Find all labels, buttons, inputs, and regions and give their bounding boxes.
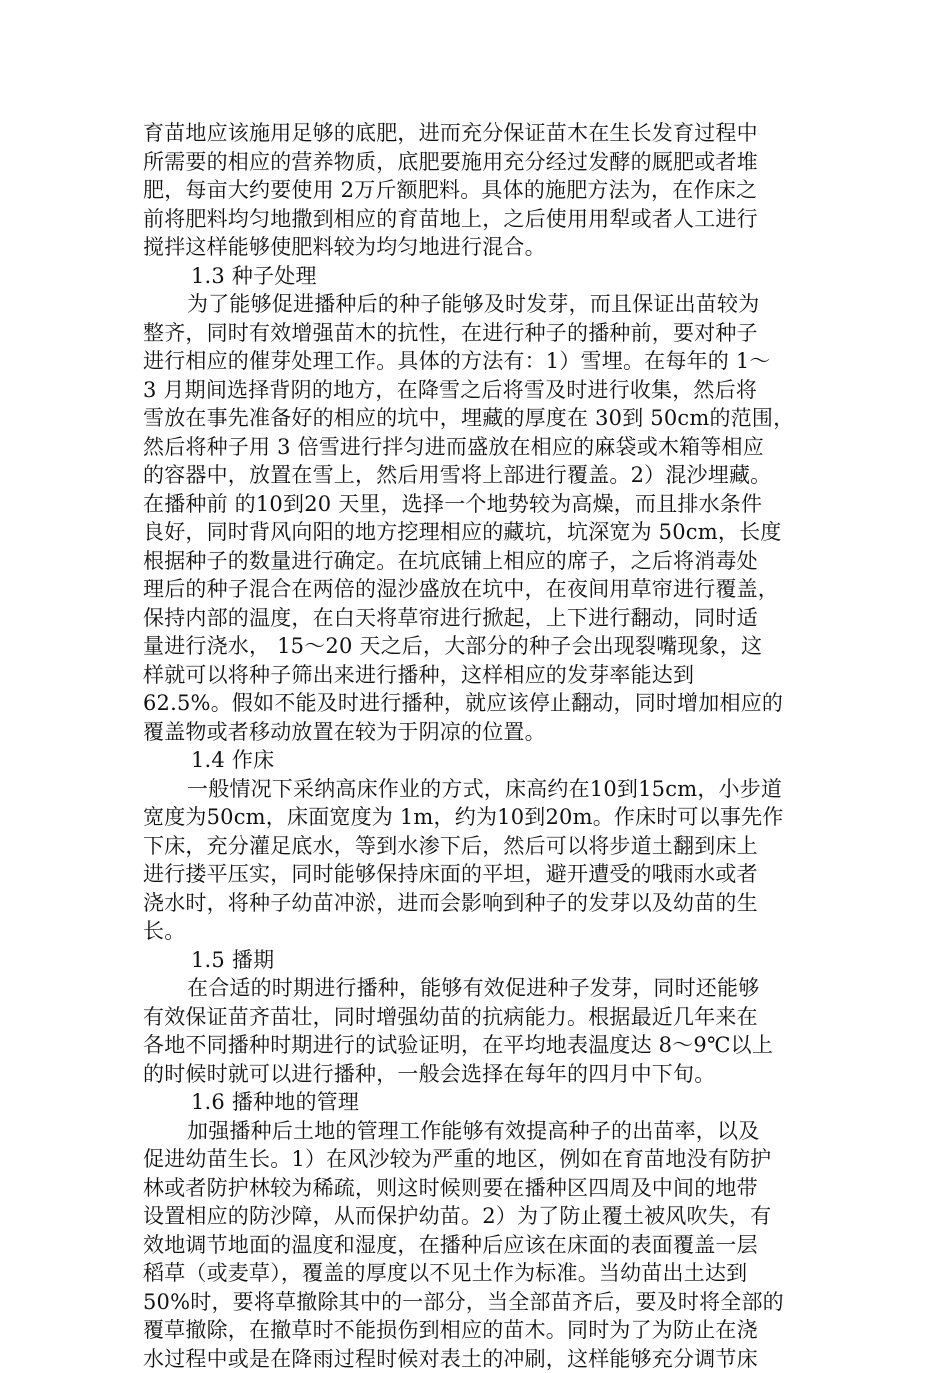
- text-line: 的时候时就可以进行播种，一般会选择在每年的四月中下旬。: [143, 1060, 811, 1089]
- text-line: 搅拌这样能够使肥料较为均匀地进行混合。: [143, 233, 811, 262]
- text-line: 62.5%。假如不能及时进行播种，就应该停止翻动，同时增加相应的: [143, 689, 811, 718]
- text-line: 肥，每亩大约要使用 2万斤额肥料。具体的施肥方法为，在作床之: [143, 176, 811, 205]
- section-heading: 1.3 种子处理: [143, 262, 811, 291]
- text-line: 良好，同时背风向阳的地方挖理相应的藏坑，坑深宽为 50cm，长度: [143, 518, 811, 547]
- paragraph-first-line: 一般情况下采纳高床作业的方式，床高约在10到15cm，小步道: [143, 775, 811, 804]
- text-line: 宽度为50cm，床面宽度为 1m，约为10到20m。作床时可以事先作: [143, 803, 811, 832]
- text-line: 进行搂平压实，同时能够保持床面的平坦，避开遭受的哦雨水或者: [143, 860, 811, 889]
- text-line: 50%时，要将草撤除其中的一部分，当全部苗齐后，要及时将全部的: [143, 1288, 811, 1317]
- text-line: 育苗地应该施用足够的底肥，进而充分保证苗木在生长发育过程中: [143, 119, 811, 148]
- text-line: 所需要的相应的营养物质，底肥要施用充分经过发酵的厩肥或者堆: [143, 148, 811, 177]
- text-line: 保持内部的温度，在白天将草帘进行掀起，上下进行翻动，同时适: [143, 604, 811, 633]
- text-line: 理后的种子混合在两倍的湿沙盛放在坑中，在夜间用草帘进行覆盖，: [143, 575, 811, 604]
- text-line: 下床，充分灌足底水，等到水渗下后，然后可以将步道土翻到床上: [143, 832, 811, 861]
- section-heading: 1.5 播期: [143, 946, 811, 975]
- text-line: 各地不同播种时期进行的试验证明，在平均地表温度达 8～9℃以上: [143, 1031, 811, 1060]
- text-line: 根据种子的数量进行确定。在坑底铺上相应的席子，之后将消毒处: [143, 547, 811, 576]
- text-line: 水过程中或是在降雨过程时候对表土的冲刷，这样能够充分调节床: [143, 1345, 811, 1373]
- paragraph-first-line: 在合适的时期进行播种，能够有效促进种子发芽，同时还能够: [143, 974, 811, 1003]
- text-line: 3 月期间选择背阴的地方，在降雪之后将雪及时进行收集，然后将: [143, 376, 811, 405]
- text-line: 然后将种子用 3 倍雪进行拌匀进而盛放在相应的麻袋或木箱等相应: [143, 433, 811, 462]
- text-line: 设置相应的防沙障，从而保护幼苗。2）为了防止覆土被风吹失，有: [143, 1202, 811, 1231]
- section-heading: 1.4 作床: [143, 746, 811, 775]
- text-line: 覆盖物或者移动放置在较为于阴凉的位置。: [143, 718, 811, 747]
- text-line: 整齐，同时有效增强苗木的抗性，在进行种子的播种前，要对种子: [143, 319, 811, 348]
- text-line: 林或者防护林较为稀疏，则这时候则要在播种区四周及中间的地带: [143, 1174, 811, 1203]
- text-line: 浇水时，将种子幼苗冲淤，进而会影响到种子的发芽以及幼苗的生: [143, 889, 811, 918]
- text-line: 促进幼苗生长。1）在风沙较为严重的地区，例如在育苗地没有防护: [143, 1145, 811, 1174]
- text-line: 前将肥料均匀地撒到相应的育苗地上，之后使用用犁或者人工进行: [143, 205, 811, 234]
- document-body: [143, 119, 811, 1373]
- text-line: 量进行浇水， 15～20 天之后，大部分的种子会出现裂嘴现象，这: [143, 632, 811, 661]
- text-line: 样就可以将种子筛出来进行播种，这样相应的发芽率能达到: [143, 661, 811, 690]
- text-line: 长。: [143, 917, 811, 946]
- text-line: 雪放在事先准备好的相应的坑中，埋藏的厚度在 30到 50cm的范围，: [143, 404, 811, 433]
- paragraph-first-line: 加强播种后土地的管理工作能够有效提高种子的出苗率，以及: [143, 1117, 811, 1146]
- text-line: 的容器中，放置在雪上，然后用雪将上部进行覆盖。2）混沙埋藏。: [143, 461, 811, 490]
- text-line: 进行相应的催芽处理工作。具体的方法有：1）雪埋。在每年的 1～: [143, 347, 811, 376]
- text-line: 效地调节地面的温度和湿度，在播种后应该在床面的表面覆盖一层: [143, 1231, 811, 1260]
- text-line: 覆草撤除，在撤草时不能损伤到相应的苗木。同时为了为防止在浇: [143, 1316, 811, 1345]
- paragraph-first-line: 为了能够促进播种后的种子能够及时发芽，而且保证出苗较为: [143, 290, 811, 319]
- text-line: 稻草（或麦草），覆盖的厚度以不见土作为标准。当幼苗出土达到: [143, 1259, 811, 1288]
- text-line: 有效保证苗齐苗壮，同时增强幼苗的抗病能力。根据最近几年来在: [143, 1003, 811, 1032]
- section-heading: 1.6 播种地的管理: [143, 1088, 811, 1117]
- text-line: 在播种前 的10到20 天里，选择一个地势较为高燥，而且排水条件: [143, 490, 811, 519]
